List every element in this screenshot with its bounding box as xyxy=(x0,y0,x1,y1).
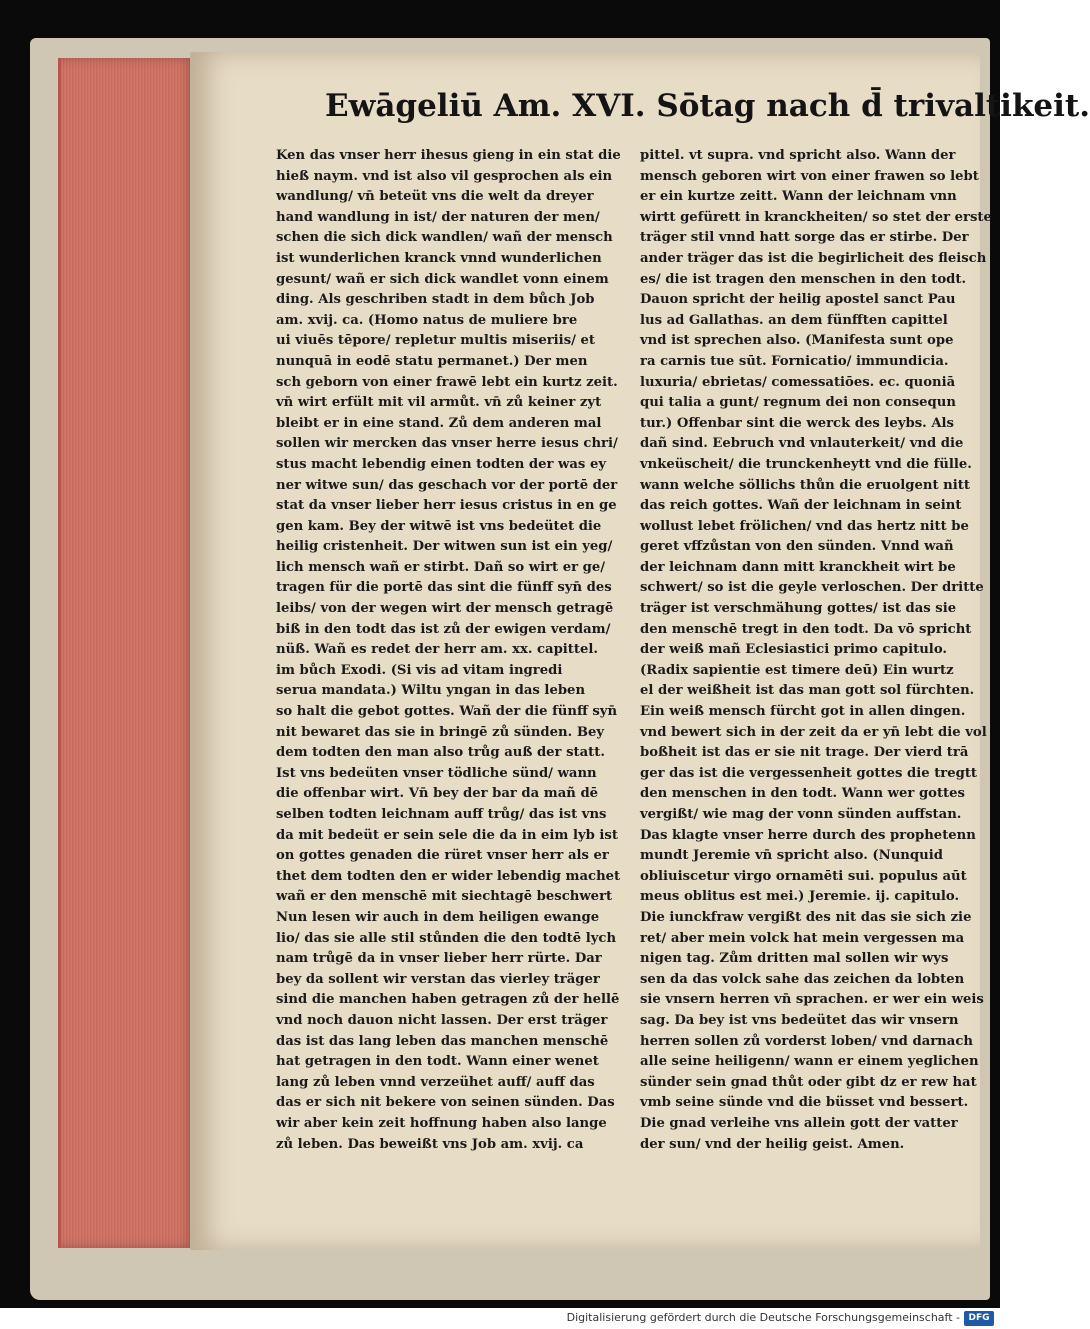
text-line: serua mandata.) Wiltu yngan in das leben xyxy=(276,683,586,699)
text-line: mensch geboren wirt von einer frawen so lebt xyxy=(640,168,979,184)
text-line: sollen wir mercken das vnser herre iesus chri/ xyxy=(276,436,618,452)
text-line: sch geborn von einer frawē lebt ein kurtz zeit. xyxy=(276,374,618,390)
text-line: das ist das lang leben das manchen menschē xyxy=(276,1033,609,1049)
text-line: vnd noch dauon nicht lassen. Der erst träger xyxy=(276,1012,608,1028)
text-line: nigen tag. Zům dritten mal sollen wir wys xyxy=(640,951,949,967)
text-line: so halt die gebot gottes. Wañ der die fünff syn̄ xyxy=(276,704,618,720)
text-line: das er sich nit bekere von seinen sünden. Das xyxy=(276,1095,615,1111)
text-line: pittel. vt supra. vnd spricht also. Wann der xyxy=(640,148,956,163)
text-line: schwert/ so ist die geyle verloschen. Der dritte xyxy=(640,580,984,596)
text-line: das reich gottes. Wañ der leichnam in seint xyxy=(640,498,962,514)
text-line: qui talia a gunt/ regnum dei non consequn xyxy=(640,395,956,411)
text-line: Das klagte vnser herre durch des prophetenn xyxy=(640,827,976,843)
funding-credit: Digitalisierung gefördert durch die Deutsche Forschungsgemeinschaft - xyxy=(566,1311,960,1324)
text-line: boßheit ist das er sie nit trage. Der vierd trā xyxy=(640,745,969,761)
text-line: Ein weiß mensch fürcht got in allen dingen. xyxy=(640,704,966,720)
text-line: (Radix sapientie est timere deū) Ein wurtz xyxy=(640,662,954,678)
text-line: nüß. Wañ es redet der herr am. xx. capittel. xyxy=(276,642,598,658)
text-line: träger ist verschmähung gottes/ ist das sie xyxy=(640,601,957,617)
left-text-column xyxy=(276,146,636,1186)
text-line: geret vffzůstan von den sünden. Vnnd wañ xyxy=(640,539,954,555)
text-line: wirtt gefürett in kranckheiten/ so stet der erste xyxy=(640,209,992,225)
text-line: zů leben. Das beweißt vns Job am. xvij. ca xyxy=(276,1136,584,1152)
text-line: ander träger das ist die begirlicheit des fleisch xyxy=(640,250,987,266)
text-line: lus ad Gallathas. an dem fünfften capittel xyxy=(640,312,948,328)
text-line: el der weißheit ist das man gott sol fürchten. xyxy=(640,683,975,699)
text-line: lio/ das sie alle stil stůnden die den todtē lych xyxy=(276,930,617,946)
text-line: luxuria/ ebrietas/ comessatiōes. ec. quoniā xyxy=(640,374,956,390)
text-line: nunquā in eodē statu permanet.) Der men xyxy=(276,353,588,369)
text-line: lich mensch wañ er stirbt. Dañ so wirt er ge/ xyxy=(276,559,606,575)
text-line: sünder sein gnad thůt oder gibt dz er rew hat xyxy=(640,1074,977,1090)
text-line: träger stil vnnd hatt sorge das er stirbe. Der xyxy=(640,230,969,246)
text-line: selben todten leichnam auff trůg/ das ist vns xyxy=(276,807,607,822)
text-line: da mit bedeüt er sein sele die da in eim lyb ist xyxy=(276,827,618,843)
text-line: den menschē tregt in den todt. Da vō spricht xyxy=(640,621,972,637)
text-line: lang zů leben vnnd verzeühet auff/ auff das xyxy=(276,1074,595,1090)
text-line: wir aber kein zeit hoffnung haben also lange xyxy=(276,1115,607,1131)
text-line: hand wandlung in ist/ der naturen der men/ xyxy=(276,209,600,225)
text-line: leibs/ von der wegen wirt der mensch getragē xyxy=(276,601,614,617)
text-line: ist wunderlichen kranck vnnd wunderlichen xyxy=(276,250,602,266)
text-line: hieß naym. vnd ist also vil gesprochen als ein xyxy=(276,168,613,184)
page-header: Ewāgeliū Am. XVI. Sōtag nach d̄ trivaltikeit. xyxy=(325,88,1090,124)
text-line: er ein kurtze zeitt. Wann der leichnam vnn xyxy=(640,189,957,205)
text-line: Die iunckfraw vergißt des nit das sie sich zie xyxy=(640,909,972,925)
text-line: stat da vnser lieber herr iesus cristus in en ge xyxy=(276,498,617,514)
text-line: biß in den todt das ist zů der ewigen verdam/ xyxy=(276,621,611,637)
text-line: ding. Als geschriben stadt in dem bůch Job xyxy=(276,292,595,308)
text-line: Ist vns bedeüten vnser tödliche sünd/ wann xyxy=(276,765,597,781)
text-line: sag. Da bey ist vns bedeütet das wir vnsern xyxy=(640,1012,959,1028)
text-line: im bůch Exodi. (Si vis ad vitam ingredi xyxy=(276,662,563,678)
text-line: tur.) Offenbar sint die werck des leybs. Als xyxy=(640,415,954,431)
text-line: den menschen in den todt. Wann wer gottes xyxy=(640,786,965,802)
text-line: hat getragen in den todt. Wann einer wenet xyxy=(276,1054,599,1070)
text-line: nam trůgē da in vnser lieber herr rürte. Dar xyxy=(276,951,602,967)
text-line: der leichnam dann mitt kranckheit wirt be xyxy=(640,559,956,575)
dfg-logo: DFG xyxy=(964,1311,994,1326)
text-line: gen kam. Bey der witwē ist vns bedeütet die xyxy=(276,518,602,534)
text-line: ger das ist die vergessenheit gottes die tregtt xyxy=(640,765,978,781)
text-line: Dauon spricht der heilig apostel sanct Pau xyxy=(640,292,956,308)
text-line: ner witwe sun/ das geschach vor der portē der xyxy=(276,477,618,493)
text-line: tragen für die portē das sint die fünff syn̄ des xyxy=(276,580,612,596)
text-line: mundt Jeremie vn̄ spricht also. (Nunquid xyxy=(640,848,943,864)
text-line: vmb seine sünde vnd die büsset vnd bessert. xyxy=(640,1095,969,1111)
text-line: Ken das vnser herr ihesus gieng in ein stat die xyxy=(276,148,621,163)
text-line: vnd ist sprechen also. (Manifesta sunt ope xyxy=(640,333,954,349)
text-line: Die gnad verleihe vns allein gott der vatter xyxy=(640,1115,958,1131)
text-line: die offenbar wirt. Vn̄ bey der bar da mañ dē xyxy=(276,786,599,802)
text-line: vergißt/ wie mag der vonn sünden auffstan. xyxy=(640,807,962,822)
text-line: am. xvij. ca. (Homo natus de muliere bre xyxy=(276,312,578,328)
book-fore-edge xyxy=(58,58,197,1248)
text-line: vnd bewert sich in der zeit da er yn̄ lebt die vol xyxy=(640,724,987,740)
text-line: es/ die ist tragen den menschen in den todt. xyxy=(640,271,967,287)
text-line: wandlung/ vn̄ beteüt vns die welt da dreyer xyxy=(276,189,594,205)
text-line: der sun/ vnd der heilig geist. Amen. xyxy=(640,1136,905,1152)
text-line: nit bewaret das sie in bringē zů sünden. Bey xyxy=(276,724,605,740)
text-line: stus macht lebendig einen todten der was ey xyxy=(276,456,607,472)
text-line: bleibt er in eine stand. Zů dem anderen mal xyxy=(276,415,602,431)
text-line: sind die manchen haben getragen zů der hellē xyxy=(276,992,620,1008)
text-line: heilig cristenheit. Der witwen sun ist ein yeg/ xyxy=(276,539,613,555)
text-line: wann welche söllichs thůn die eruolgent nitt xyxy=(640,477,970,493)
text-line: dem todten den man also trůg auß der statt. xyxy=(276,745,605,761)
text-line: gesunt/ wañ er sich dick wandlet vonn einem xyxy=(276,271,609,287)
text-line: dañ sind. Eebruch vnd vnlauterkeit/ vnd die xyxy=(640,436,964,452)
text-line: vn̄ wirt erfült mit vil armůt. vn̄ zů keiner zyt xyxy=(276,395,602,411)
text-line: wañ er den menschē mit siechtagē beschwert xyxy=(276,889,613,905)
text-line: obliuiscetur virgo ornamēti sui. populus aūt xyxy=(640,868,967,884)
text-line: ui viuēs tēpore/ repletur multis miseriis/ et xyxy=(276,333,596,349)
text-line: der weiß mañ Eclesiastici primo capitulo. xyxy=(640,642,947,658)
text-line: thet dem todten den er wider lebendig machet xyxy=(276,868,621,884)
text-line: ra carnis tue sūt. Fornicatio/ immundicia. xyxy=(640,353,949,369)
text-line: sie vnsern herren vn̄ sprachen. er wer ein weis xyxy=(640,992,984,1008)
text-line: bey da sollent wir verstan das vierley träger xyxy=(276,971,600,987)
text-line: herren sollen zů vorderst loben/ vnd darnach xyxy=(640,1033,973,1049)
text-line: meus oblitus est mei.) Jeremie. ij. capitulo. xyxy=(640,889,960,905)
text-line: alle seine heiligenn/ wann er einem yeglichen xyxy=(640,1054,979,1070)
text-line: Nun lesen wir auch in dem heiligen ewange xyxy=(276,909,600,925)
text-line: vnkeüscheit/ die trunckenheytt vnd die fülle. xyxy=(640,456,972,472)
text-line: ret/ aber mein volck hat mein vergessen ma xyxy=(640,930,965,946)
text-line: wollust lebet frölichen/ vnd das hertz nitt be xyxy=(640,518,969,534)
text-line: schen die sich dick wandlen/ wañ der mensch xyxy=(276,230,613,246)
text-line: sen da das volck sahe das zeichen da lobten xyxy=(640,971,965,987)
right-text-column xyxy=(640,146,992,1186)
text-line: on gottes genaden die rüret vnser herr als er xyxy=(276,848,609,864)
